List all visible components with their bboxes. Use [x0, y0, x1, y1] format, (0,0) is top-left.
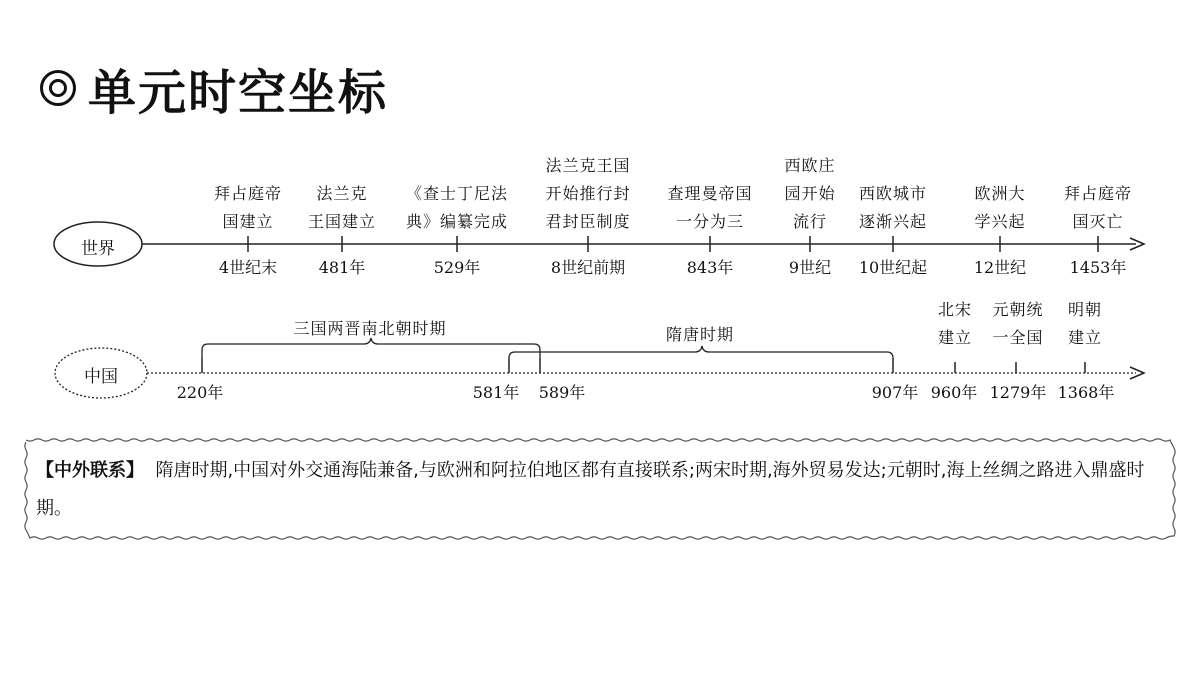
world-row-label: 世界 [81, 239, 115, 259]
world-event-label: 法兰克 王国建立 [307, 184, 376, 231]
world-year-label: 12世纪 [973, 258, 1027, 277]
china-year-label: 589年 [538, 383, 586, 402]
page-title: 单元时空坐标 [88, 64, 389, 121]
china-year-label: 581年 [472, 383, 520, 402]
china-event-label: 北宋 建立 [937, 300, 972, 347]
world-event-label: 拜占庭帝 国灭亡 [1063, 184, 1132, 231]
china-year-label: 907年 [871, 383, 919, 402]
period-brace-sanguo [202, 338, 540, 358]
world-event-label: 法兰克王国 开始推行封 君封臣制度 [545, 156, 631, 231]
period-label: 隋唐时期 [665, 325, 734, 344]
china-year-label: 960年 [930, 383, 978, 402]
world-event-label: 《查士丁尼法 典》编纂完成 [405, 184, 508, 231]
note-spacer [144, 460, 155, 481]
world-event-label: 拜占庭帝 国建立 [213, 184, 282, 231]
period-brace-suitang [509, 346, 893, 358]
world-event-label: 查理曼帝国 一分为三 [667, 184, 753, 231]
china-row-label: 中国 [84, 367, 118, 387]
china-year-label: 1368年 [1057, 383, 1115, 402]
world-year-label: 1453年 [1069, 258, 1127, 277]
world-year-label: 4世纪末 [218, 258, 278, 277]
china-event-label: 明朝 建立 [1067, 300, 1102, 347]
world-year-label: 9世纪 [788, 258, 832, 277]
china-year-label: 220年 [176, 383, 224, 402]
world-event-label: 西欧庄 园开始 流行 [784, 156, 836, 231]
world-event-label: 欧洲大 学兴起 [974, 184, 1026, 231]
china-event-label: 元朝统 一全国 [992, 300, 1044, 347]
note-label: 【中外联系】 [36, 460, 144, 481]
world-year-label: 8世纪前期 [550, 258, 626, 277]
world-year-label: 843年 [686, 258, 734, 277]
world-event-label: 西欧城市 逐渐兴起 [858, 184, 927, 231]
world-year-label: 529年 [433, 258, 481, 277]
note-text: 隋唐时期,中国对外交通海陆兼备,与欧洲和阿拉伯地区都有直接联系;两宋时期,海外贸易发达;元朝时,海上丝绸之路进入鼎盛时期。 [36, 460, 1145, 519]
note-box [26, 440, 1174, 538]
world-year-label: 481年 [318, 258, 366, 277]
world-year-label: 10世纪起 [858, 258, 928, 277]
period-label: 三国两晋南北朝时期 [293, 319, 447, 338]
china-year-label: 1279年 [989, 383, 1047, 402]
